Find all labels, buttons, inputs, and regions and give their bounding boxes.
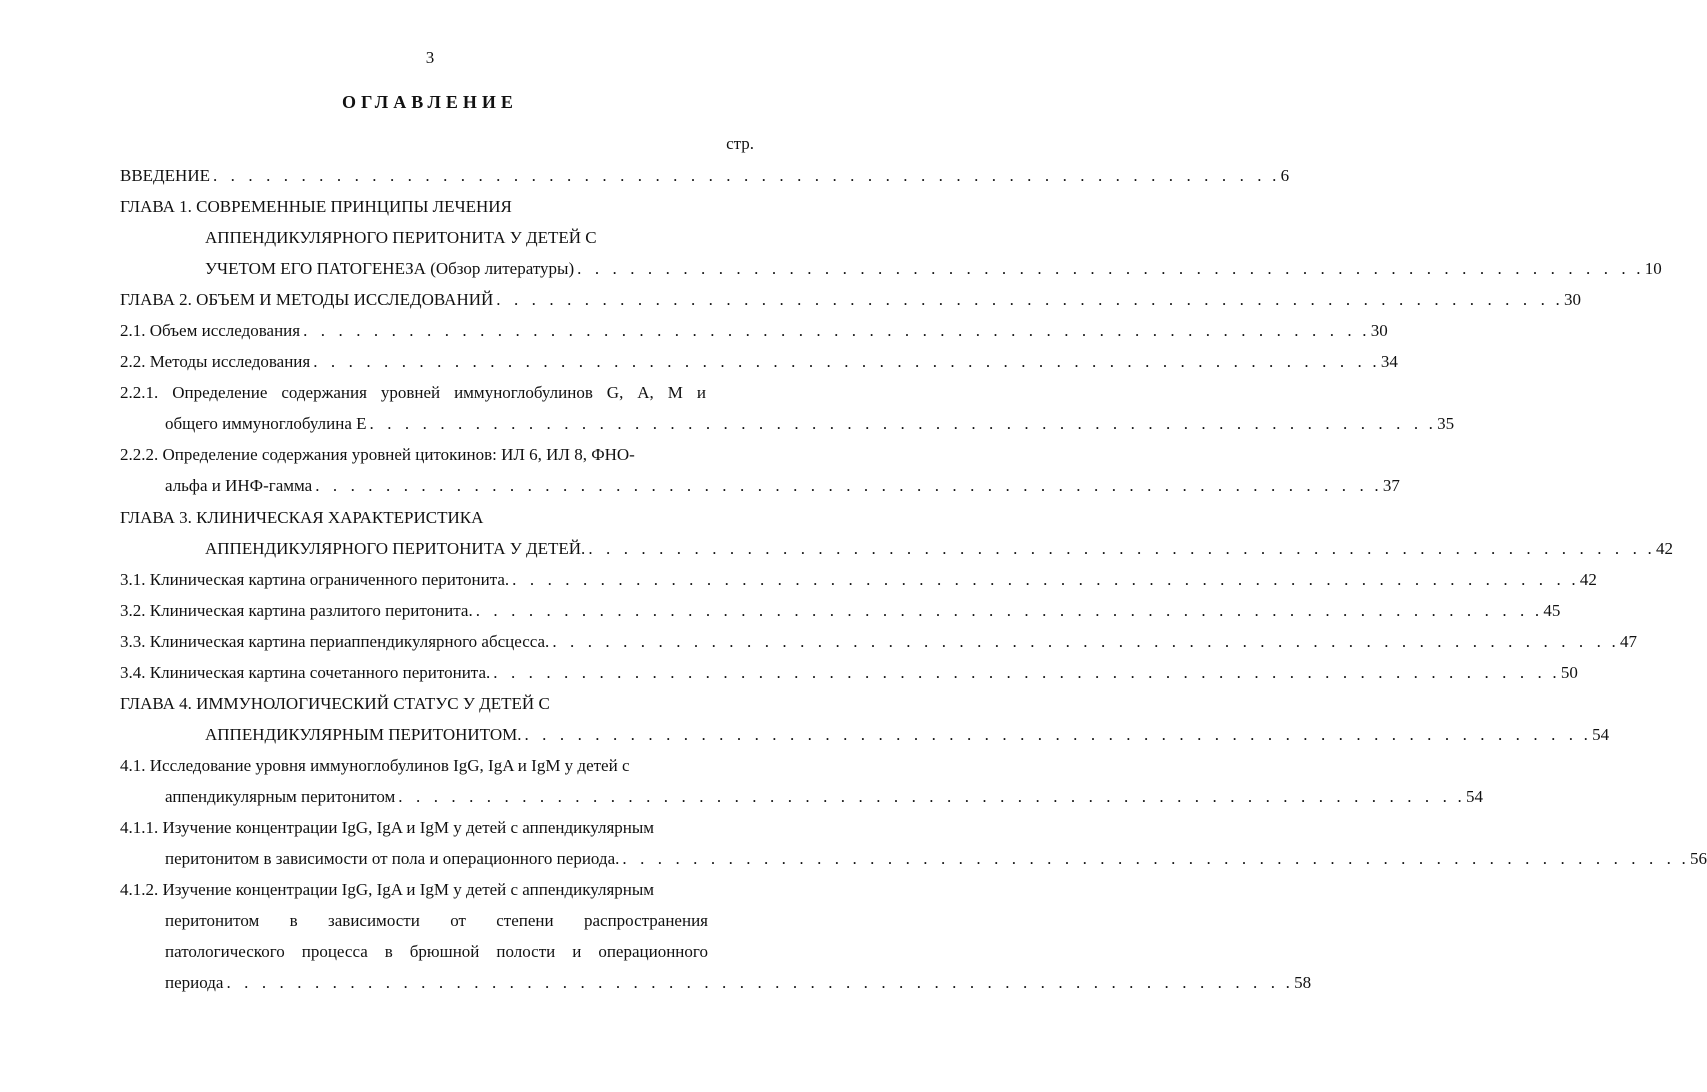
toc-entry-page: . 42 — [1571, 570, 1597, 589]
toc-entry — [165, 849, 1707, 873]
toc-entry-line — [120, 694, 748, 718]
toc-entry-line — [120, 880, 748, 904]
toc-entry-text: ГЛАВА 2. ОБЪЕМ И МЕТОДЫ ИССЛЕДОВАНИЙ — [120, 290, 494, 309]
toc-entry-text: 2.1. Объем исследования — [120, 321, 301, 340]
toc-entry — [165, 414, 1455, 438]
toc-entry — [120, 601, 1561, 625]
toc-entry-page: . 35 — [1428, 414, 1455, 433]
toc-entry-text: 3.3. Клиническая картина периаппендикулярного абсцесса. — [120, 632, 550, 651]
leader-dots: . . . . . . . . . . . . . . . . . . . . . . . . . . . . . . . . . . . . . . . . . . . . . . . . . . . . . . . . . . . . — [577, 259, 1631, 278]
toc-entry-page: . 37 — [1374, 476, 1400, 495]
toc-entry-text: общего иммуноглобулина Е — [165, 414, 367, 433]
toc-entry — [120, 321, 1388, 345]
leader-dots: . . . . . . . . . . . . . . . . . . . . . . . . . . . . . . . . . . . . . . . . . . . . . . . . . . . . . . . . . . . . — [226, 973, 1280, 992]
toc-entry-page: . 54 — [1457, 787, 1483, 806]
toc-entry-page: . 30 — [1362, 321, 1388, 340]
toc-entry-text: 4.1.2. Изучение концентрации IgG, IgA и IgM у детей с аппендикулярным — [120, 880, 655, 899]
toc-entry-text: аппендикулярным перитонитом — [165, 787, 396, 806]
toc-entry — [205, 725, 1610, 749]
toc-entry-text: ВВЕДЕНИЕ — [120, 166, 210, 185]
toc-entry-text: альфа и ИНФ-гамма — [165, 476, 313, 495]
toc-entry-text: 4.1.1. Изучение концентрации IgG, IgA и IgM у детей с аппендикулярным — [120, 818, 655, 837]
leader-dots: . . . . . . . . . . . . . . . . . . . . . . . . . . . . . . . . . . . . . . . . . . . . . . . . . . . . . . . . . . . . — [588, 539, 1642, 558]
toc-entry — [165, 973, 1312, 997]
leader-dots: . . . . . . . . . . . . . . . . . . . . . . . . . . . . . . . . . . . . . . . . . . . . . . . . . . . . . . . . . . . . — [552, 632, 1606, 651]
toc-entry-text: АППЕНДИКУЛЯРНОГО ПЕРИТОНИТА У ДЕТЕЙ С — [205, 228, 597, 247]
toc-entry-page: . 42 — [1647, 539, 1673, 558]
toc-entry-text: 3.1. Клиническая картина ограниченного перитонита. — [120, 570, 510, 589]
toc-entry — [120, 663, 1578, 687]
toc-entry-text: УЧЕТОМ ЕГО ПАТОГЕНЕЗА (Обзор литературы) — [205, 259, 575, 278]
toc-entry-line — [120, 445, 748, 469]
leader-dots: . . . . . . . . . . . . . . . . . . . . . . . . . . . . . . . . . . . . . . . . . . . . . . . . . . . . . . . . . . . . — [524, 725, 1578, 744]
toc-entry — [120, 352, 1398, 376]
toc-entry-page: . 58 — [1285, 973, 1312, 992]
toc-title: ОГЛАВЛЕНИЕ — [342, 92, 518, 112]
toc-entry — [165, 476, 1400, 500]
toc-entry-text: 2.2.2. Определение содержания уровней цитокинов: ИЛ 6, ИЛ 8, ФНО- — [120, 445, 635, 464]
toc-entry-text: периода — [165, 973, 224, 992]
toc-entry-text: перитонитом в зависимости от степени распространения — [165, 911, 708, 930]
toc-entry-line — [165, 942, 748, 966]
toc-entry-page: . 50 — [1552, 663, 1578, 682]
toc-entry — [205, 539, 1673, 563]
toc-entry-page: . 10 — [1636, 259, 1662, 278]
toc-entry-line — [120, 383, 748, 407]
toc-entry-page: . 47 — [1611, 632, 1637, 651]
toc-entry-line — [120, 508, 748, 532]
toc-entry — [120, 166, 1290, 190]
toc-entry — [120, 290, 1581, 314]
toc-entry-text: 3.2. Клиническая картина разлитого перитонита. — [120, 601, 473, 620]
toc-entry-line — [120, 818, 748, 842]
toc-entry-text: патологического процесса в брюшной полости и операционного — [165, 942, 708, 961]
leader-dots: . . . . . . . . . . . . . . . . . . . . . . . . . . . . . . . . . . . . . . . . . . . . . . . . . . . . . . . . . . . . — [475, 601, 1529, 620]
toc-entry-line — [120, 197, 748, 221]
toc-entry-page: . 30 — [1555, 290, 1581, 309]
leader-dots: . . . . . . . . . . . . . . . . . . . . . . . . . . . . . . . . . . . . . . . . . . . . . . . . . . . . . . . . . . . . — [315, 476, 1369, 495]
page-column-label: стр. — [726, 134, 754, 153]
toc-entry-text: ГЛАВА 1. СОВРЕМЕННЫЕ ПРИНЦИПЫ ЛЕЧЕНИЯ — [120, 197, 512, 216]
toc-entry-line — [165, 911, 748, 935]
toc-entry-line — [205, 228, 748, 252]
toc-entry — [120, 632, 1637, 656]
toc-entry-text: АППЕНДИКУЛЯРНОГО ПЕРИТОНИТА У ДЕТЕЙ. — [205, 539, 586, 558]
toc-entry-text: АППЕНДИКУЛЯРНЫМ ПЕРИТОНИТОМ. — [205, 725, 522, 744]
toc-entry-text: ГЛАВА 3. КЛИНИЧЕСКАЯ ХАРАКТЕРИСТИКА — [120, 508, 484, 527]
toc-entry-page: . 6 — [1272, 166, 1290, 185]
toc-entry-page: . 54 — [1583, 725, 1610, 744]
toc-entry — [165, 787, 1483, 811]
page-number: 3 — [425, 48, 435, 67]
leader-dots: . . . . . . . . . . . . . . . . . . . . . . . . . . . . . . . . . . . . . . . . . . . . . . . . . . . . . . . . . . . . — [512, 570, 1566, 589]
leader-dots: . . . . . . . . . . . . . . . . . . . . . . . . . . . . . . . . . . . . . . . . . . . . . . . . . . . . . . . . . . . . — [622, 849, 1676, 868]
toc-entry-line — [120, 756, 748, 780]
leader-dots: . . . . . . . . . . . . . . . . . . . . . . . . . . . . . . . . . . . . . . . . . . . . . . . . . . . . . . . . . . . . — [369, 414, 1423, 433]
leader-dots: . . . . . . . . . . . . . . . . . . . . . . . . . . . . . . . . . . . . . . . . . . . . . . . . . . . . . . . . . . . . — [493, 663, 1547, 682]
toc-entry — [120, 570, 1597, 594]
toc-entry-page: . 34 — [1372, 352, 1398, 371]
toc-entry-text: 2.2. Методы исследования — [120, 352, 311, 371]
leader-dots: . . . . . . . . . . . . . . . . . . . . . . . . . . . . . . . . . . . . . . . . . . . . . . . . . . . . . . . . . . . . — [496, 290, 1550, 309]
toc-entry-text: 4.1. Исследование уровня иммуноглобулинов IgG, IgA и IgM у детей с — [120, 756, 630, 775]
toc-entry-page: . 56 — [1681, 849, 1707, 868]
toc-entry-text: 2.2.1. Определение содержания уровней иммуноглобулинов G, А, М и — [120, 383, 706, 402]
leader-dots: . . . . . . . . . . . . . . . . . . . . . . . . . . . . . . . . . . . . . . . . . . . . . . . . . . . . . . . . . . . . — [313, 352, 1367, 371]
toc-entry-page: . 45 — [1534, 601, 1561, 620]
leader-dots: . . . . . . . . . . . . . . . . . . . . . . . . . . . . . . . . . . . . . . . . . . . . . . . . . . . . . . . . . . . . — [303, 321, 1357, 340]
leader-dots: . . . . . . . . . . . . . . . . . . . . . . . . . . . . . . . . . . . . . . . . . . . . . . . . . . . . . . . . . . . . — [398, 787, 1452, 806]
toc-entry-text: перитонитом в зависимости от пола и операционного периода. — [165, 849, 620, 868]
toc-entry — [205, 259, 1662, 283]
toc-entry-text: ГЛАВА 4. ИММУНОЛОГИЧЕСКИЙ СТАТУС У ДЕТЕЙ С — [120, 694, 550, 713]
leader-dots: . . . . . . . . . . . . . . . . . . . . . . . . . . . . . . . . . . . . . . . . . . . . . . . . . . . . . . . . . . . . — [212, 166, 1267, 185]
toc-entry-text: 3.4. Клиническая картина сочетанного перитонита. — [120, 663, 491, 682]
